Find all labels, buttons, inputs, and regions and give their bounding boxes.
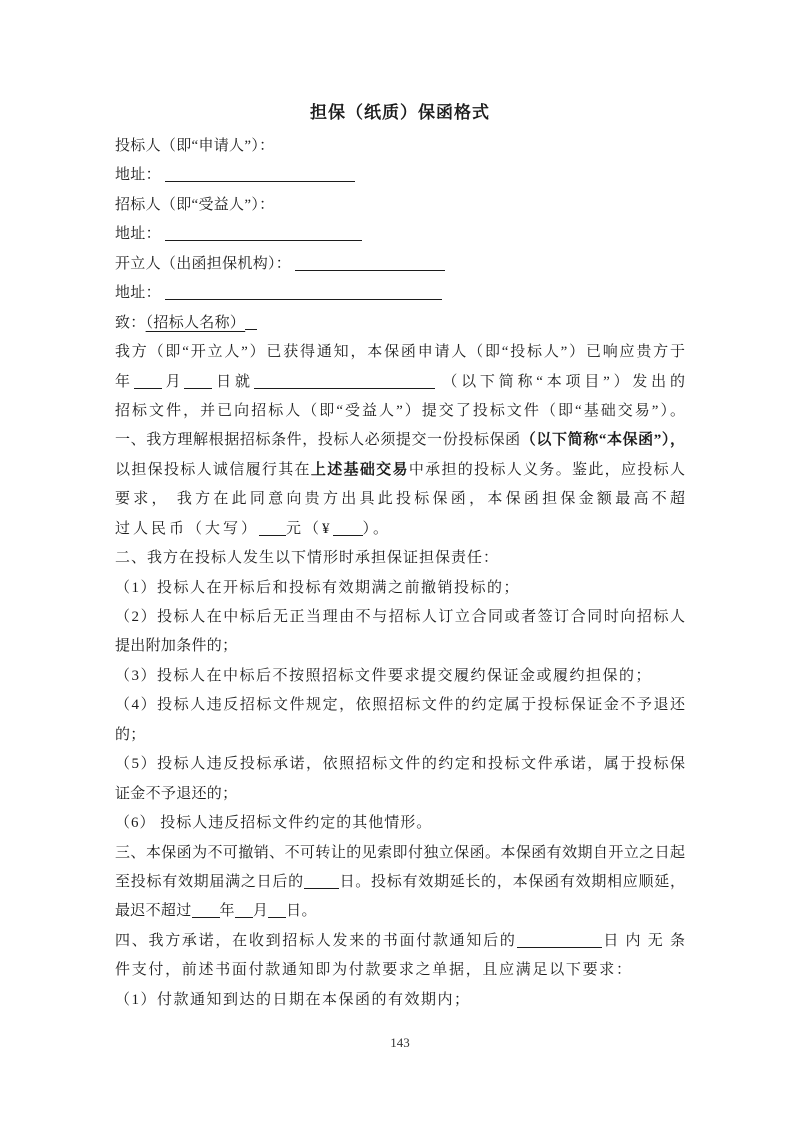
fill-in-blank bbox=[235, 902, 253, 918]
field-tenderee-label bbox=[115, 191, 685, 220]
text-run: 年 bbox=[115, 373, 134, 390]
item-2-2-line-1 bbox=[115, 603, 685, 632]
para-intro-line-3 bbox=[115, 397, 685, 426]
field-addressee bbox=[115, 309, 685, 338]
field-address-1 bbox=[115, 161, 685, 190]
text-run: 证金不予退还的； bbox=[115, 785, 238, 802]
text-run: ）。 bbox=[362, 520, 392, 537]
text-run: （4）投标人违反招标文件规定，依照招标文件的约定属于投标保证金不予退还 bbox=[115, 697, 685, 714]
item-2-3 bbox=[115, 662, 685, 691]
text-run: 日。投标有效期延长的，本保函有效期相应顺延， bbox=[338, 873, 685, 890]
text-run: 中承担的投标人义务。鉴此，应投标人 bbox=[408, 461, 685, 478]
item-4-1 bbox=[115, 986, 685, 1015]
text-run: 的； bbox=[115, 726, 146, 743]
field-bidder-label bbox=[115, 132, 685, 161]
item-2-5-line-1 bbox=[115, 750, 685, 779]
text-run: 日 内 无 条 bbox=[601, 932, 685, 949]
para-2-heading bbox=[115, 544, 685, 573]
text-run: 一、我方理解根据招标条件，投标人必须提交一份投标保函 bbox=[115, 432, 521, 449]
item-2-6 bbox=[115, 809, 685, 838]
text-run: 要求， 我方在此同意向贵方出具此投标保函，本保函担保金额最高不超 bbox=[115, 491, 685, 508]
text-run: 过人民币（大写） bbox=[115, 520, 260, 537]
text-run: （5）投标人违反投标承诺，依照招标文件的约定和投标文件承诺，属于投标保 bbox=[115, 756, 685, 773]
para-3-line-1 bbox=[115, 839, 685, 868]
text-run: 月 bbox=[161, 373, 185, 390]
fill-in-blank bbox=[192, 902, 220, 918]
document-body bbox=[115, 132, 685, 1015]
fill-in-blank bbox=[517, 932, 602, 948]
text-run: （以下简称“本项目”）发出的 bbox=[434, 373, 685, 390]
text-run: 四、我方承诺，在收到招标人发来的书面付款通知后的 bbox=[115, 932, 517, 949]
para-intro-line-1 bbox=[115, 338, 685, 367]
text-run: 最迟不超过 bbox=[115, 903, 192, 920]
text-run: 三、本保函为不可撤销、不可转让的见索即付独立保函。本保函有效期自开立之日起 bbox=[115, 844, 685, 861]
text-run: （1）投标人在开标后和投标有效期满之前撤销投标的； bbox=[115, 579, 521, 596]
text-run: （2）投标人在中标后无正当理由不与招标人订立合同或者签订合同时向招标人 bbox=[115, 609, 685, 625]
text-run: 月 bbox=[252, 903, 269, 920]
fill-in-blank bbox=[245, 314, 257, 330]
text-run: 投标人（即“申请人”）： bbox=[115, 138, 275, 154]
text-run: 地址： bbox=[115, 226, 165, 243]
para-1-line-3 bbox=[115, 485, 685, 514]
fill-in-blank bbox=[268, 902, 286, 918]
para-intro-line-2 bbox=[115, 368, 685, 397]
text-run: 我方（即“开立人”）已获得通知，本保函申请人（即“投标人”）已响应贵方于 bbox=[115, 344, 685, 361]
para-1-line-1 bbox=[115, 426, 685, 455]
fill-in-blank bbox=[295, 255, 445, 271]
item-2-2-line-2 bbox=[115, 632, 685, 661]
fill-in-blank bbox=[304, 873, 339, 889]
text-run: 提出附加条件的； bbox=[115, 638, 238, 655]
tenderee-name-placeholder: （招标人名称） bbox=[145, 314, 246, 331]
field-issuer-label bbox=[115, 250, 685, 279]
item-2-4-line-1 bbox=[115, 691, 685, 720]
fill-in-blank bbox=[333, 520, 363, 536]
text-run: （6） 投标人违反招标文件约定的其他情形。 bbox=[115, 815, 433, 832]
fill-in-blank bbox=[165, 166, 355, 182]
text-run: 年 bbox=[219, 903, 235, 920]
text-run: 二、我方在投标人发生以下情形时承担保证担保责任： bbox=[115, 550, 500, 567]
text-run: （1）付款通知到达的日期在本保函的有效期内； bbox=[115, 991, 471, 1008]
page-number: 143 bbox=[390, 1035, 410, 1051]
para-3-line-3 bbox=[115, 897, 685, 926]
field-address-2 bbox=[115, 220, 685, 249]
para-4-line-2 bbox=[115, 956, 685, 985]
text-run: 地址： bbox=[115, 285, 165, 302]
text-run: （以下简称“本保函”）， bbox=[520, 432, 685, 449]
item-2-1 bbox=[115, 574, 685, 603]
text-run: 以担保投标人诚信履行其在 bbox=[115, 461, 311, 478]
item-2-5-line-2 bbox=[115, 780, 685, 809]
page-title: 担保（纸质）保函格式 bbox=[310, 103, 490, 122]
para-4-line-1 bbox=[115, 927, 685, 956]
text-run: 开立人（出函担保机构）： bbox=[115, 255, 296, 272]
text-run: 至投标有效期届满之日后的 bbox=[115, 873, 304, 890]
text-run: 件支付，前述书面付款通知即为付款要求之单据，且应满足以下要求： bbox=[115, 962, 633, 979]
para-1-line-2 bbox=[115, 456, 685, 485]
text-run: 元（¥ bbox=[286, 520, 333, 537]
para-3-line-2 bbox=[115, 868, 685, 897]
text-run: 地址： bbox=[115, 167, 165, 184]
text-run: （3）投标人在中标后不按照招标文件要求提交履约保证金或履约担保的； bbox=[115, 667, 653, 684]
text-run: 上述基础交易 bbox=[310, 461, 409, 478]
text-run: 招标文件，并已向招标人（即“受益人”）提交了投标文件（即“基础交易”）。 bbox=[115, 402, 685, 419]
text-run: 致： bbox=[115, 314, 146, 331]
text-run: 日就 bbox=[212, 373, 254, 390]
item-2-4-line-2 bbox=[115, 721, 685, 750]
fill-in-blank bbox=[259, 520, 286, 536]
para-1-line-4 bbox=[115, 515, 685, 544]
fill-in-blank bbox=[134, 373, 162, 389]
text-run: 日。 bbox=[286, 903, 317, 920]
field-address-3 bbox=[115, 279, 685, 308]
fill-in-blank bbox=[165, 225, 362, 241]
fill-in-blank bbox=[184, 373, 212, 389]
fill-in-blank bbox=[254, 373, 435, 389]
fill-in-blank bbox=[165, 284, 442, 300]
text-run: 招标人（即“受益人”）： bbox=[115, 196, 275, 213]
